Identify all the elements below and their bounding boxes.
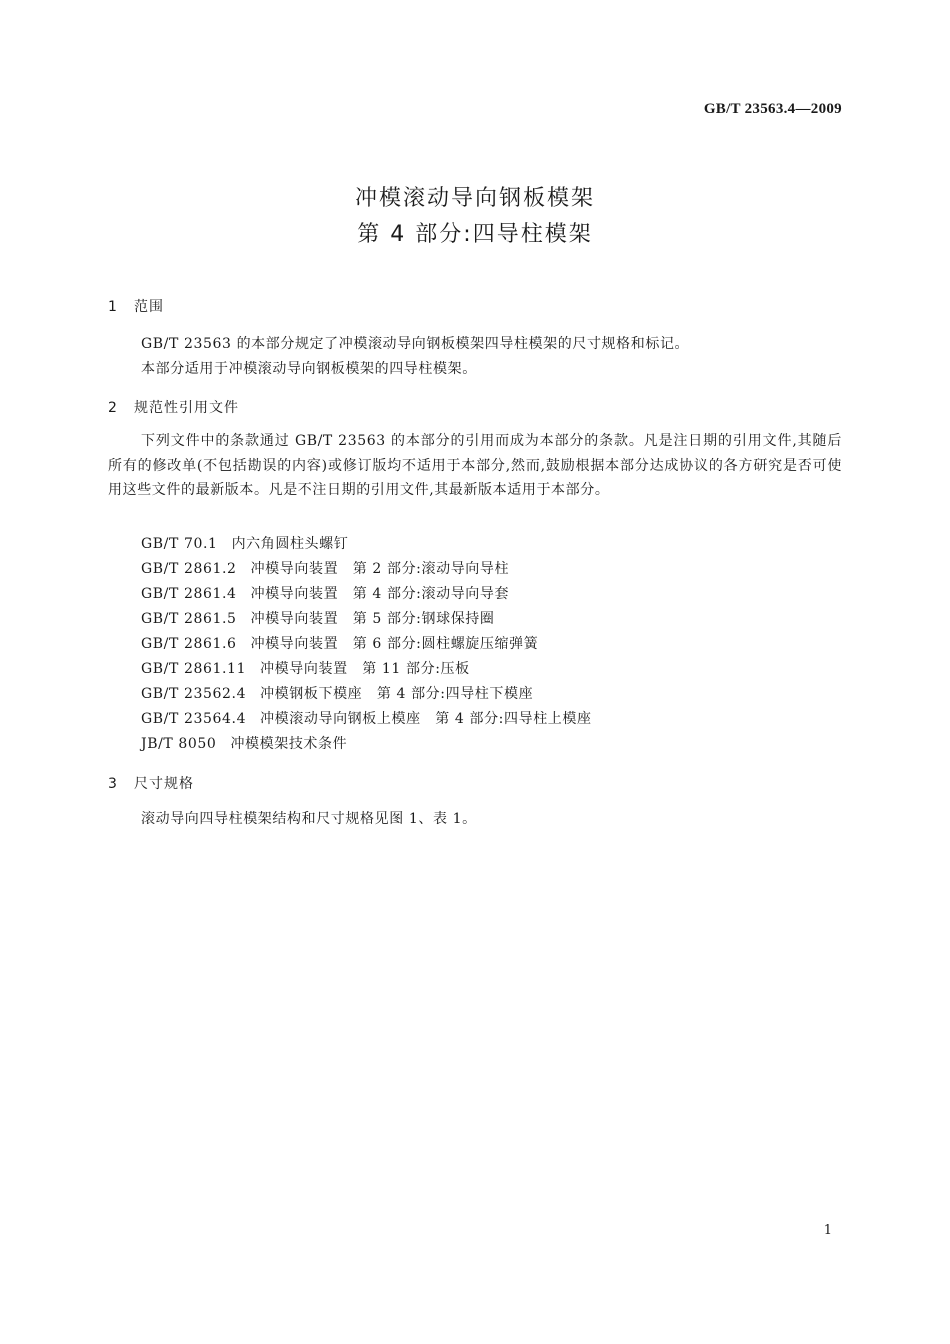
paragraph: 下列文件中的条款通过 GB/T 23563 的本部分的引用而成为本部分的条款。凡是注日期的引用文件,其随后所有的修改单(不包括勘误的内容)或修订版均不适用于本部分,然而,鼓励根据本部分达成协议的各方研究是否可使用这些文件的最新版本。凡是不注日期的引用文件,其最新版本适用于本部分。 xyxy=(108,433,842,498)
reference-code: GB/T 2861.4 xyxy=(141,586,237,602)
reference-code: GB/T 2861.6 xyxy=(141,636,237,652)
paragraph: 本部分适用于冲模滚动导向钢板模架的四导柱模架。 xyxy=(141,361,477,377)
reference-code: GB/T 70.1 xyxy=(141,536,218,552)
reference-item xyxy=(141,658,470,678)
page-number: 1 xyxy=(823,1223,832,1238)
reference-title: 冲模导向装置 第 5 部分:钢球保持圈 xyxy=(250,611,495,627)
section-number: 2 xyxy=(108,400,118,416)
reference-title: 冲模导向装置 第 11 部分:压板 xyxy=(260,661,470,677)
section-heading-scope xyxy=(108,296,164,316)
section-heading-dimensions xyxy=(108,773,194,793)
section-title: 规范性引用文件 xyxy=(134,400,239,416)
reference-item xyxy=(141,583,509,603)
paragraph: GB/T 23563 的本部分规定了冲模滚动导向钢板模架四导柱模架的尺寸规格和标记。 xyxy=(141,336,690,352)
reference-code: GB/T 2861.2 xyxy=(141,561,237,577)
reference-title: 冲模导向装置 第 2 部分:滚动导向导柱 xyxy=(250,561,510,577)
paragraph: 滚动导向四导柱模架结构和尺寸规格见图 1、表 1。 xyxy=(141,811,477,827)
reference-code: GB/T 2861.5 xyxy=(141,611,237,627)
reference-title: 内六角圆柱头螺钉 xyxy=(231,536,349,552)
section-heading-normative-references xyxy=(108,397,239,417)
reference-code: GB/T 23562.4 xyxy=(141,686,247,702)
reference-title: 冲模导向装置 第 4 部分:滚动导向导套 xyxy=(250,586,510,602)
document-title: 冲模滚动导向钢板模架 xyxy=(354,186,595,211)
section-title: 尺寸规格 xyxy=(134,776,194,792)
reference-title: 冲模钢板下模座 第 4 部分:四导柱下模座 xyxy=(260,686,534,702)
reference-title: 冲模导向装置 第 6 部分:圆柱螺旋压缩弹簧 xyxy=(250,636,539,652)
reference-item xyxy=(141,533,348,553)
reference-item xyxy=(141,683,533,703)
reference-title: 冲模模架技术条件 xyxy=(230,736,348,752)
reference-item xyxy=(141,708,592,728)
section-number: 3 xyxy=(108,776,118,792)
reference-item xyxy=(141,608,495,628)
reference-title: 冲模滚动导向钢板上模座 第 4 部分:四导柱上模座 xyxy=(260,711,592,727)
standard-number: GB/T 23563.4—2009 xyxy=(703,101,842,117)
reference-code: GB/T 2861.11 xyxy=(141,661,247,677)
document-subtitle: 第 4 部分:四导柱模架 xyxy=(357,222,593,247)
reference-item xyxy=(141,558,509,578)
reference-item xyxy=(141,633,538,653)
section-title: 范围 xyxy=(134,299,164,315)
reference-code: JB/T 8050 xyxy=(141,736,217,752)
section-number: 1 xyxy=(108,299,118,315)
reference-item xyxy=(141,733,347,753)
reference-code: GB/T 23564.4 xyxy=(141,711,247,727)
